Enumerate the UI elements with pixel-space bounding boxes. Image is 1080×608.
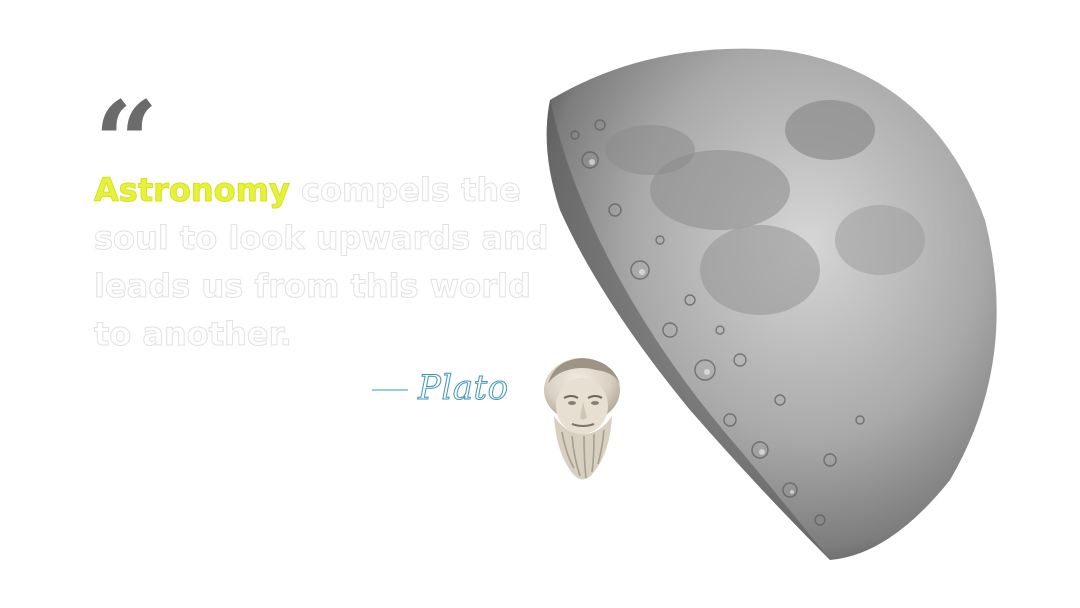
quote-attribution xyxy=(372,368,509,408)
quote-highlight-word: Astronomy xyxy=(94,171,290,209)
moon-image xyxy=(530,40,1010,570)
quote-text xyxy=(94,166,564,358)
quote-body: compels the soul to look upwards and leads us from this world to another. xyxy=(94,171,549,353)
quote-mark-icon: “ xyxy=(94,78,153,209)
attribution-dash xyxy=(372,389,408,391)
author-name: Plato xyxy=(418,368,509,408)
